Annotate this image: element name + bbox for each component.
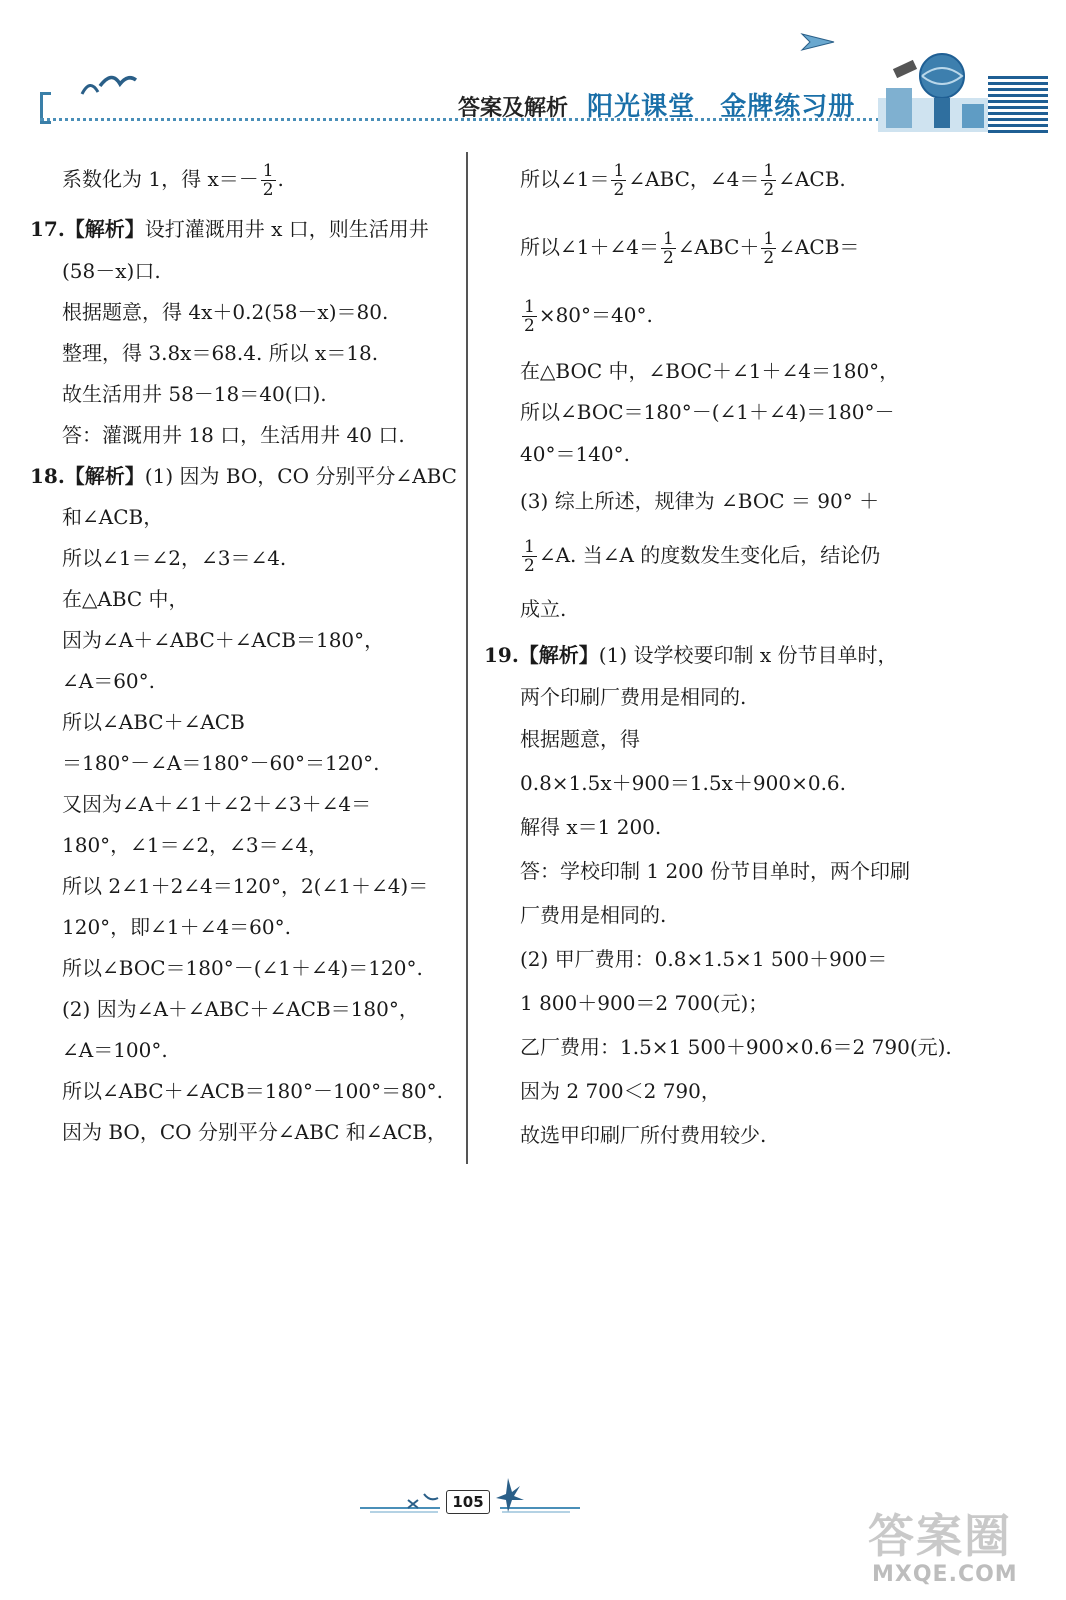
text-line: 答：学校印制 1 200 份节目单时，两个印刷 [520,859,910,883]
text-line: 因为 2 700＜2 790， [520,1079,721,1103]
fraction: $\frac{1}{2}$ [613,161,625,200]
fraction: $\frac{1}{2}$ [662,229,674,268]
text-line: 所以∠BOC＝180°－(∠1＋∠4)＝120°. [62,956,423,980]
text-line: 因为∠A＋∠ABC＋∠ACB＝180°， [62,628,385,652]
page-number: 105 [446,1490,490,1514]
question-17-heading: 17.【解析】设打灌溉用井 x 口，则生活用井 [30,217,429,241]
text-line: 180°，∠1＝∠2，∠3＝∠4， [62,833,329,857]
text-line: 两个印刷厂费用是相同的. [520,685,747,709]
text-line: 所以∠1＝ $\frac{1}{2}$ ∠ABC，∠4＝ $\frac{1}{2}$ ∠ACB. [520,161,846,200]
page-footer [360,1472,580,1522]
text-line: 根据题意，得 4x＋0.2(58－x)＝80. [62,300,389,324]
text-line: ∠A＝100°. [62,1038,168,1062]
question-19-heading: 19.【解析】(1) 设学校要印制 x 份节目单时， [484,643,898,667]
text-line: 因为 BO，CO 分别平分∠ABC 和∠ACB， [62,1120,448,1144]
text-line: 所以∠ABC＋∠ACB [62,710,245,734]
column-divider [466,152,468,1164]
fraction: $\frac{1}{2}$ [763,229,775,268]
text-line: $\frac{1}{2}$ ∠A. 当∠A 的度数发生变化后，结论仍 [524,537,881,576]
text-line: 乙厂费用：1.5×1 500＋900×0.6＝2 790(元). [520,1035,952,1059]
text-line: 厂费用是相同的. [520,903,667,927]
watermark-url: MXQE.COM [872,1562,1018,1587]
text-line: 所以∠1＋∠4＝ $\frac{1}{2}$ ∠ABC＋ $\frac{1}{2}$ ∠ACB＝ [520,229,860,268]
header-brand: 阳光课堂 [587,92,696,122]
text-line: 根据题意，得 [520,727,640,751]
text-line: (3) 综上所述，规律为 ∠BOC ＝ 90° ＋ [520,489,880,513]
text-line: 答：灌溉用井 18 口，生活用井 40 口. [62,423,405,447]
text-line: 0.8×1.5x＋900＝1.5x＋900×0.6. [520,771,847,795]
text-line: (2) 因为∠A＋∠ABC＋∠ACB＝180°， [62,997,419,1021]
text-line: 40°＝140°. [520,442,630,466]
text-line: (58－x)口. [62,259,161,283]
text-line: 和∠ACB， [62,505,164,529]
birds-icon [60,64,150,104]
text-line: 所以 2∠1＋2∠4＝120°，2(∠1＋∠4)＝ [62,874,429,898]
header-stripe-decoration [988,76,1048,134]
watermark-logo: 答案圈 [868,1509,1012,1563]
text-line: 所以∠BOC＝180°－(∠1＋∠4)＝180°－ [520,400,895,424]
globe-telescope-illustration [878,50,988,132]
fraction: $\frac{1}{2}$ [763,161,775,200]
header-subtitle: 答案及解析 [458,96,569,121]
text-line: 整理，得 3.8x＝68.4. 所以 x＝18. [62,341,379,365]
fraction: $\frac{1}{2}$ [262,161,274,200]
text-line: 系数化为 1，得 x＝－ $\frac{1}{2}$ . [62,161,284,200]
text-line: ∠A＝60°. [62,669,156,693]
text-line: 1 800＋900＝2 700(元)； [520,991,769,1015]
text-line: $\frac{1}{2}$ ×80°＝40°. [524,297,653,336]
text-line: 所以∠ABC＋∠ACB＝180°－100°＝80°. [62,1079,443,1103]
paper-plane-icon [800,30,836,54]
text-line: 故生活用井 58－18＝40(口). [62,382,327,406]
watermark [868,1500,1058,1592]
text-line: 解得 x＝1 200. [520,815,662,839]
text-line: (2) 甲厂费用：0.8×1.5×1 500＋900＝ [520,947,888,971]
text-line: 成立. [520,597,567,621]
text-line: ＝180°－∠A＝180°－60°＝120°. [62,751,380,775]
text-line: 故选甲印刷厂所付费用较少. [520,1123,767,1147]
text-line: 120°，即∠1＋∠4＝60°. [62,915,291,939]
question-18-heading: 18.【解析】(1) 因为 BO，CO 分别平分∠ABC [30,464,457,488]
text-line: 在△ABC 中， [62,587,189,611]
fraction: $\frac{1}{2}$ [524,297,535,336]
text-line: 所以∠1＝∠2，∠3＝∠4. [62,546,287,570]
header-book-title: 金牌练习册 [720,92,856,122]
page-header [0,0,1066,150]
fraction: $\frac{1}{2}$ [524,537,535,576]
text-line: 在△BOC 中，∠BOC＋∠1＋∠4＝180°， [520,359,900,383]
header-title [458,86,855,123]
text-line: 又因为∠A＋∠1＋∠2＋∠3＋∠4＝ [62,792,372,816]
